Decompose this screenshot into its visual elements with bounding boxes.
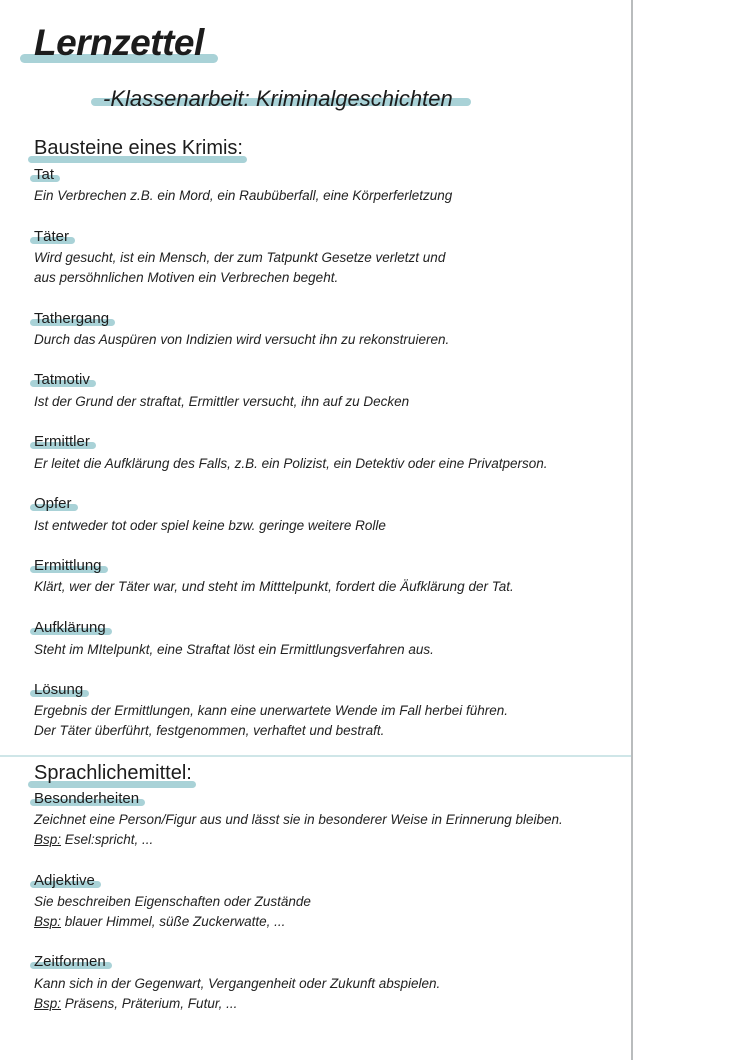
desc-line: Ist entweder tot oder spiel keine bzw. geringe weitere Rolle: [34, 518, 386, 533]
desc-loesung: [34, 701, 614, 741]
desc-opfer: [34, 516, 614, 536]
desc-line: Zeichnet eine Person/Figur aus und lässt sie in besonderer Weise in Erinnerung bleiben.: [34, 812, 563, 827]
desc-zeitformen: [34, 974, 614, 1014]
desc-ermittler: [34, 454, 614, 474]
desc-line: Wird gesucht, ist ein Mensch, der zum Tatpunkt Gesetze verletzt und: [34, 250, 446, 265]
section-heading-sprachliche-mittel: Sprachlichemittel:: [34, 762, 192, 784]
term-tathergang: Tathergang: [34, 310, 110, 327]
term-ermittler: Ermittler: [34, 433, 90, 450]
desc-ermittlung: [34, 577, 614, 597]
term-adjektive: Adjektive: [34, 872, 95, 889]
section-heading-bausteine: Bausteine eines Krimis:: [34, 137, 243, 159]
desc-aufklaerung: [34, 640, 614, 660]
example-text: Präsens, Präterium, Futur, ...: [61, 996, 238, 1011]
term-besonderheiten: Besonderheiten: [34, 790, 140, 807]
desc-line: Er leitet die Aufklärung des Falls, z.B. ein Polizist, ein Detektiv oder eine Privatperson.: [34, 456, 548, 471]
desc-taeter: [34, 248, 614, 288]
example-label: Bsp:: [34, 914, 62, 929]
desc-line: Durch das Auspüren von Indizien wird versucht ihn zu rekonstruieren.: [34, 332, 450, 347]
example-text: blauer Himmel, süße Zuckerwatte, ...: [61, 914, 286, 929]
term-taeter: Täter: [34, 228, 70, 245]
page-subtitle: -Klassenarbeit: Kriminalgeschichten: [103, 86, 453, 111]
desc-tatmotiv: [34, 392, 614, 412]
desc-line: Der Täter überführt, festgenommen, verhaftet und bestraft.: [34, 723, 385, 738]
term-ermittlung: Ermittlung: [34, 557, 102, 574]
desc-line: Steht im MItelpunkt, eine Straftat löst ein Ermittlungsverfahren aus.: [34, 642, 434, 657]
right-margin: [633, 0, 750, 1060]
desc-tathergang: [34, 330, 614, 350]
term-tatmotiv: Tatmotiv: [34, 371, 90, 388]
desc-adjektive: [34, 892, 614, 932]
desc-line: aus persöhnlichen Motiven ein Verbrechen begeht.: [34, 270, 339, 285]
term-aufklaerung: Aufklärung: [34, 619, 106, 636]
desc-line: Ein Verbrechen z.B. ein Mord, ein Raubüberfall, eine Körperferletzung: [34, 188, 453, 203]
desc-line: Ist der Grund der straftat, Ermittler versucht, ihn auf zu Decken: [34, 394, 410, 409]
term-opfer: Opfer: [34, 495, 72, 512]
example-line: [34, 912, 614, 932]
example-line: [34, 994, 614, 1014]
example-label: Bsp:: [34, 832, 62, 847]
desc-line: Sie beschreiben Eigenschaften oder Zustände: [34, 894, 311, 909]
term-loesung: Lösung: [34, 681, 84, 698]
term-zeitformen: Zeitformen: [34, 953, 106, 970]
page-title: Lernzettel: [34, 22, 204, 63]
desc-line: Kann sich in der Gegenwart, Vergangenheit oder Zukunft abspielen.: [34, 976, 441, 991]
example-text: Esel:spricht, ...: [61, 832, 154, 847]
desc-line: Ergebnis der Ermittlungen, kann eine unerwartete Wende im Fall herbei führen.: [34, 703, 509, 718]
desc-besonderheiten: [34, 810, 614, 850]
example-label: Bsp:: [34, 996, 62, 1011]
desc-tat: [34, 186, 614, 206]
desc-line: Klärt, wer der Täter war, und steht im Mitttelpunkt, fordert die Äufklärung der Tat.: [34, 579, 514, 594]
section-divider: [0, 755, 631, 757]
term-tat: Tat: [34, 166, 55, 183]
example-line: [34, 830, 614, 850]
